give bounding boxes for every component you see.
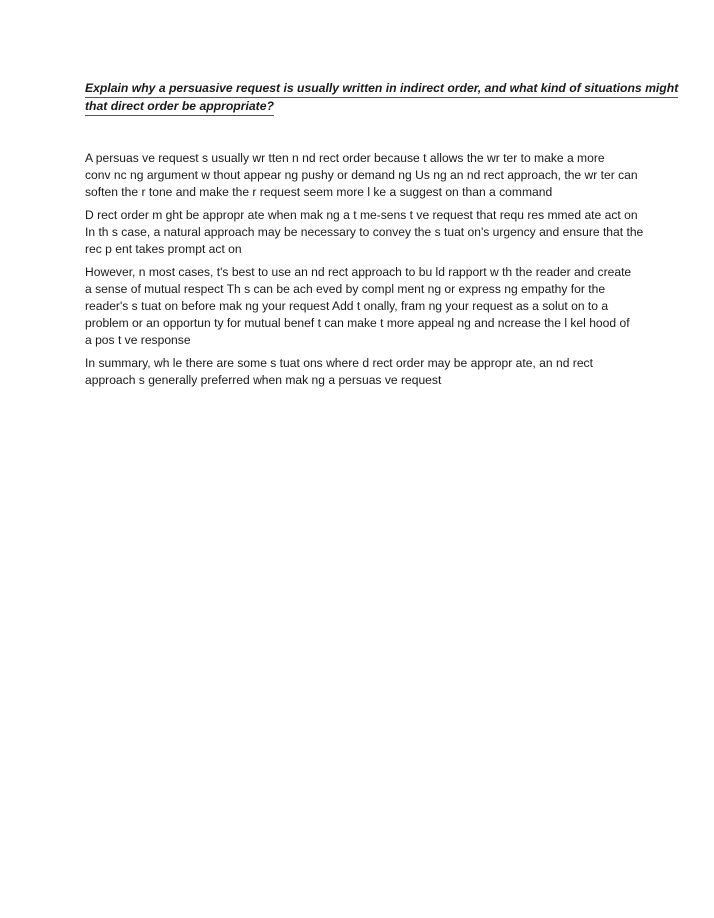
text-line: soften the r tone and make the r request seem more l ke a suggest on than a command (85, 185, 553, 199)
text-line: reader's s tuat on before mak ng your request Add t onally, fram ng your request as a solut on to a (85, 299, 609, 313)
paragraph-indirect-order (85, 150, 638, 201)
paragraph-direct-order (85, 207, 644, 258)
paragraph-rapport (85, 264, 635, 349)
text-line: approach s generally preferred when mak ng a persuas ve request (85, 373, 442, 387)
text-line: a sense of mutual respect Th s can be ach eved by compl ment ng or express ng empathy for the (85, 282, 606, 296)
text-line: However, n most cases, t's best to use an nd rect approach to bu ld rapport w th the reader and create (85, 265, 632, 279)
question-line: that direct order be appropriate? (85, 98, 274, 116)
text-line: A persuas ve request s usually wr tten n nd rect order because t allows the wr ter to make a more (85, 151, 605, 165)
text-line: D rect order m ght be appropr ate when mak ng a t me-sens t ve request that requ res mmed ate act on (85, 208, 638, 222)
text-line: conv nc ng argument w thout appear ng pushy or demand ng Us ng an nd rect approach, the wr ter can (85, 168, 638, 182)
question-heading (85, 80, 679, 116)
text-line: problem or an opportun ty for mutual benef t can make t more appeal ng and ncrease the l kel hood of (85, 316, 630, 330)
text-line: rec p ent takes prompt act on (85, 242, 242, 256)
paragraph-summary (85, 355, 635, 389)
text-line: In th s case, a natural approach may be necessary to convey the s tuat on's urgency and ensure that the (85, 225, 644, 239)
text-line: a pos t ve response (85, 333, 191, 347)
answer-body (85, 150, 644, 395)
text-line: In summary, wh le there are some s tuat ons where d rect order may be appropr ate, an nd rect (85, 356, 593, 370)
question-line: Explain why a persuasive request is usually written in indirect order, and what kind of situations might (85, 80, 678, 98)
